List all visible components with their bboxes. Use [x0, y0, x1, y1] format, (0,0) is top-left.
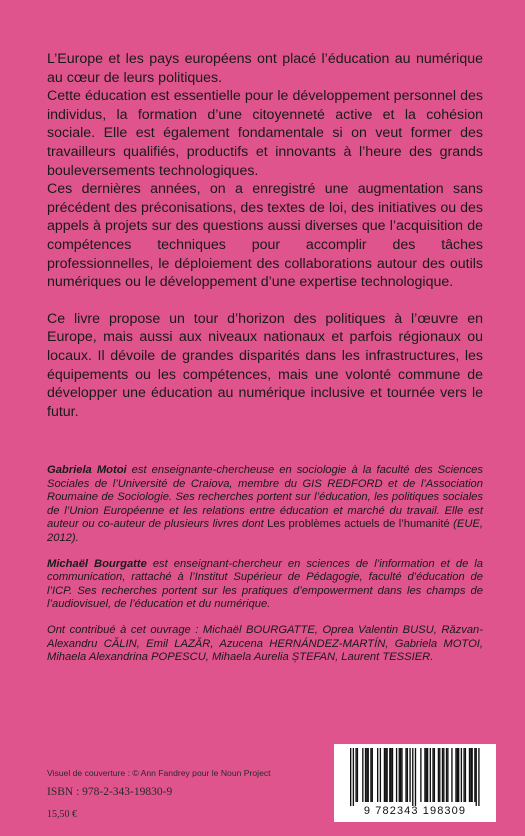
barcode-bar	[380, 748, 381, 802]
barcode-bar	[443, 748, 444, 802]
barcode-bar	[412, 748, 413, 806]
barcode-bar	[461, 748, 462, 802]
barcode-bar	[457, 748, 458, 802]
barcode-bar	[472, 748, 473, 802]
barcode-bar	[396, 748, 397, 802]
barcode-bar	[372, 748, 373, 802]
author-bio-1-tail: (EUE, 2012).	[47, 518, 483, 544]
barcode-bar	[389, 748, 390, 802]
barcode-bar	[357, 748, 358, 802]
barcode-bar	[420, 748, 421, 802]
barcode-bar	[474, 748, 475, 802]
barcode-bar	[392, 748, 393, 802]
barcode-bar	[446, 748, 447, 802]
barcode-bar	[426, 748, 427, 802]
barcode-bar	[401, 748, 402, 802]
blurb-paragraph-4: Ce livre propose un tour d’horizon des politiques à l’œuvre en Europe, mais aussi aux niveaux nationaux et parfois régionaux ou locaux. Il dévoile de grandes disparités dans les infrastructures, les équipements ou les compétences, mais une volonté commune de développer une éducation au numérique inclusive et tournée vers le futur.	[47, 310, 483, 420]
author-name-1: Gabriela Motoi	[47, 464, 127, 476]
barcode-bar	[350, 748, 351, 806]
barcode-bar	[405, 748, 406, 802]
contributors: Ont contribué à cet ouvrage : Michaël BOURGATTE, Oprea Valentin BUSU, Răzvan-Alexandru CĂLIN, Emil LAZĂR, Azucena HERNÁNDEZ-MARTÍN, Gabriela MOTOI, Mihaela Alexandrina POPESCU, Mihaela Aurelia ȘTEFAN, Laurent TESSIER.	[47, 623, 483, 664]
barcode-bar	[386, 748, 387, 802]
barcode-bar	[438, 748, 439, 802]
barcode-bar	[366, 748, 367, 802]
barcode-digits: 9 782343 198309	[363, 805, 467, 817]
barcode-bar	[362, 748, 363, 802]
barcode-bar	[455, 748, 456, 802]
barcode-bar	[355, 748, 356, 802]
barcode-bar	[370, 748, 371, 802]
barcode-bar	[399, 748, 400, 802]
author-bio-2-text: est enseignant-chercheur en sciences de l’information et de la communication, rattaché à l’Institut Supérieur de Pédagogie, faculté d’éducation de l’ICP. Ses recherches portent sur les pratiques d’empowerment dans les champs de l’audiovisuel, de l’éducation et du numérique.	[47, 557, 483, 611]
cover-credit: Visuel de couverture : © Ann Fandrey pour le Noun Project	[47, 768, 271, 778]
barcode-bar	[470, 748, 471, 802]
barcode-bar	[409, 748, 410, 802]
blurb-paragraph-2: Cette éducation est essentielle pour le développement personnel des individus, la formation d’une citoyenneté active et la cohésion sociale. Elle est également fondamentale si on veut former des travailleurs qualifiés, productifs et innovants à l’heure des grands bouleversements technologiques.	[47, 88, 483, 179]
barcode-bar	[384, 748, 385, 802]
author-bios	[47, 464, 483, 665]
barcode-bars	[334, 744, 496, 806]
barcode-bar	[447, 748, 448, 802]
author-bio-2	[47, 558, 483, 612]
isbn: ISBN : 978-2-343-19830-9	[47, 786, 173, 798]
author-book-title: Les problèmes actuels de l’humanité	[267, 518, 450, 531]
barcode-bar	[458, 748, 459, 802]
barcode-bar	[365, 748, 366, 802]
barcode-bar	[377, 748, 378, 802]
barcode-bar	[385, 748, 386, 802]
barcode-bar	[463, 748, 464, 802]
barcode-bar	[478, 748, 479, 806]
author-name-2: Michaël Bourgatte	[47, 557, 147, 570]
barcode-bar	[442, 748, 443, 802]
barcode-bar	[407, 748, 408, 802]
barcode-bar	[465, 748, 466, 802]
barcode-bar	[430, 748, 431, 802]
barcode-bar	[469, 748, 470, 802]
barcode-bar	[400, 748, 401, 802]
barcode-bar	[368, 748, 369, 802]
barcode	[334, 744, 496, 822]
back-cover-blurb	[47, 50, 483, 421]
blurb-paragraph-3: Ces dernières années, on a enregistré une augmentation sans précédent des préconisations, des textes de loi, des initiatives ou des appels à projets sur des questions aussi diverses que l’acquisition de compétences techniques pour accomplir des tâches professionnelles, le déploiement des collaborations autour des outils numériques ou le développement d’une expertise technologique.	[47, 181, 483, 291]
barcode-bar	[391, 748, 392, 802]
barcode-bar	[427, 748, 428, 802]
barcode-bar	[432, 748, 433, 802]
barcode-bar	[434, 748, 435, 802]
price: 15,50 €	[47, 809, 77, 820]
blurb-paragraph-1: L’Europe et les pays européens ont placé l’éducation au numérique au cœur de leurs politiques.	[47, 51, 483, 86]
barcode-bar	[424, 748, 425, 802]
barcode-bar	[439, 748, 440, 802]
barcode-bar	[451, 748, 452, 802]
barcode-bar	[415, 748, 416, 806]
barcode-bar	[353, 748, 354, 806]
author-bio-1-text: est enseignante-chercheuse en sociologie à la faculté des Sciences Sociales de l’Université de Craiova, membre du GIS REDFORD et de l’Association Roumaine de Sociologie. Ses recherches portent sur l’éducation, les politiques sociales de l’Union Européenne et les relations entre éducation et marché du travail. Elle est auteur ou co-auteur de plusieurs livres dont	[47, 464, 483, 531]
barcode-bar	[476, 748, 477, 806]
author-bio-1	[47, 464, 483, 546]
